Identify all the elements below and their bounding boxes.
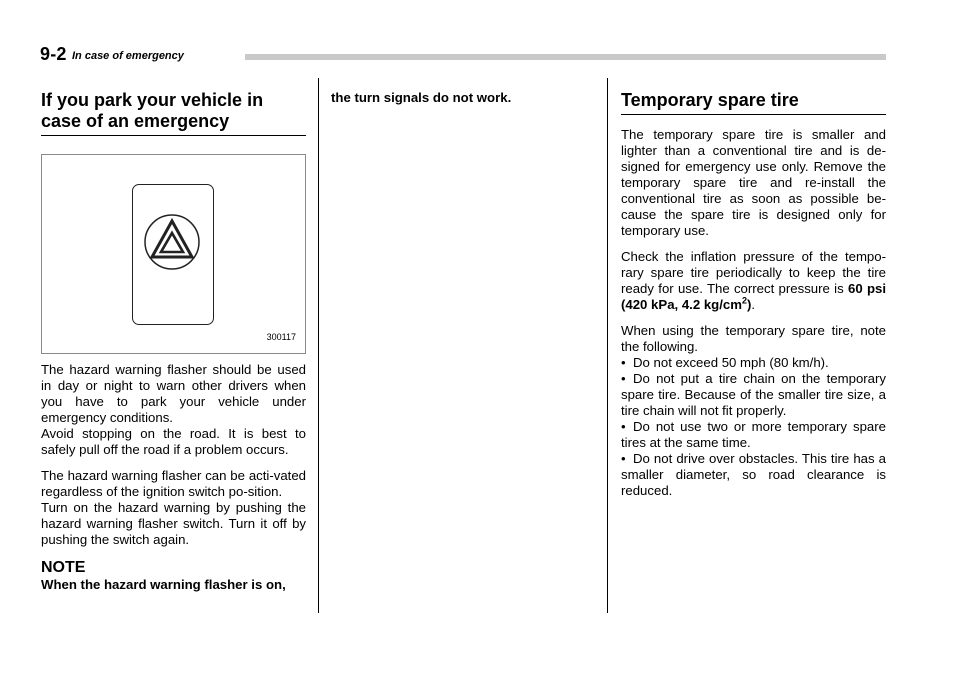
column-1 [41,90,306,593]
hazard-switch-figure [41,154,306,354]
column-divider-2 [607,78,608,613]
pressure-unit-superscript: 2 [741,295,747,306]
spare-tire-bullet-list [621,355,886,499]
paragraph: The temporary spare tire is smaller and lighter than a conventional tire and is de-signed for emergency use only. Remove the temporary spare tire and re-install the conventional tire as soon as possible be-cause the spare tire is designed only for temporary use. [621,127,886,238]
paragraph: When using the temporary spare tire, note the following. [621,323,886,354]
pressure-value: 60 psi (420 kPa, 4.2 $kg/cm^2$) [621,281,886,312]
header-rule [245,54,886,60]
paragraph: Avoid stopping on the road. It is best to safely pull off the road if a problem occurs. [41,426,306,457]
page-number: 9-2 [40,44,67,64]
paragraph: Turn on the hazard warning by pushing the hazard warning flasher switch. Turn it off by pushing the switch again. [41,500,306,547]
paragraph: The hazard warning flasher can be acti-vated regardless of the ignition switch po-sition. [41,468,306,499]
section-title: In case of emergency [72,50,184,62]
bullet-icon: • [621,419,626,434]
list-item: • Do not put a tire chain on the temporary spare tire. Because of the smaller tire size, a tire chain will not fit properly. [621,371,886,418]
section-heading-spare-tire: Temporary spare tire [621,90,886,115]
note-text: When the hazard warning flasher is on, [41,577,286,592]
page-header [40,46,886,62]
bullet-icon: • [621,451,626,466]
hazard-switch-illustration [132,184,214,325]
list-item: • Do not use two or more temporary spare tires at the same time. [621,419,886,450]
list-item: • Do not exceed 50 mph (80 km/h). [621,355,829,370]
pressure-text: Check the inflation pressure of the tempo-rary spare tire periodically to keep the tire ready for use. The correct pressure is [621,249,886,296]
hazard-warning-icon [143,213,201,271]
paragraph: The hazard warning flasher should be used in day or night to warn other drivers when you have to park your vehicle under emergency conditions. [41,362,306,425]
bullet-icon: • [621,371,626,386]
column-2 [331,90,597,106]
figure-code: 300117 [266,332,296,342]
column-3 [621,90,886,499]
note-title: NOTE [41,559,86,576]
note-text-continued: the turn signals do not work. [331,90,512,105]
bullet-icon: • [621,355,626,370]
section-heading-emergency-parking: If you park your vehicle in case of an emergency [41,90,306,136]
column-divider-1 [318,78,319,613]
inflation-pressure-paragraph: Check the inflation pressure of the tempo-rary spare tire periodically to keep the tire ready for use. The correct pressure is 60 psi (420 kPa, 4.2 $kg/cm^2$). [621,249,886,312]
list-item: • Do not drive over obstacles. This tire has a smaller diameter, so road clearance is reduced. [621,451,886,498]
